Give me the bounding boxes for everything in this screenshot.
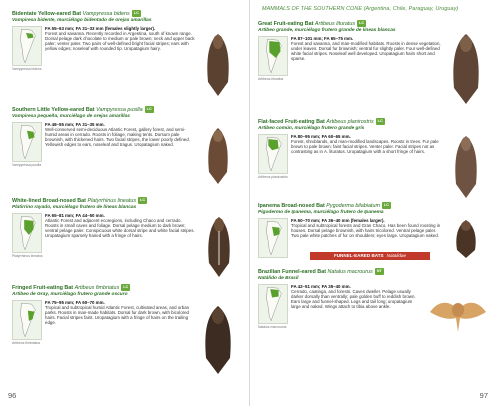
page-number-right: 97 — [479, 391, 488, 400]
spanish-name: Artibeo común, murciélago frutero grande gris — [258, 125, 365, 131]
map-caption: Artibeus lituratus — [258, 76, 284, 81]
species-text — [45, 300, 195, 326]
species-description: Tropical and subtropical forests and Gran Chaco. Has been found roosting in houses. Dorsal pelage brownish, with hairs tricolored. Ventral pelage paler. Two pale white patches of fur on shoulders; eyes large. Uropatagium naked. — [291, 222, 441, 239]
map-caption: Vampyressa bidens — [12, 66, 42, 71]
range-map — [258, 36, 288, 76]
measurements: FA 65–81 mm; FA 44–50 mm. — [45, 213, 195, 218]
species-text — [45, 26, 195, 52]
species-heading: Fringed Fruit-eating Bat Artibeus fimbriatus LC — [12, 285, 129, 291]
bat-photo — [448, 134, 484, 200]
bat-photo — [198, 304, 238, 376]
species-heading: Great Fruit-eating Bat Artibeus lituratus LC — [258, 21, 365, 27]
species-text — [291, 36, 441, 62]
species-text — [45, 122, 195, 148]
family-banner — [310, 252, 430, 260]
status-badge: LC — [146, 107, 152, 111]
measurements: FA 60–70 mm; FA 36–40 mm (females larger). — [291, 218, 441, 223]
measurements: FA 80–95 mm; FA 60–65 mm. — [291, 134, 441, 139]
species-text — [291, 218, 441, 239]
range-map — [258, 218, 288, 258]
spanish-name: Vampiresa pequeña, murciélago de orejas amarillas — [12, 113, 130, 119]
species-heading: Ipanema Broad-nosed Bat Pygoderma bilabiatum LC — [258, 203, 389, 209]
status-badge: LC — [377, 119, 383, 123]
bat-photo — [200, 32, 236, 98]
species-entry — [12, 106, 240, 196]
species-text — [45, 213, 195, 239]
species-heading: Brazilian Funnel-eared Bat Natalus macrourus NT — [258, 269, 382, 275]
bat-photo — [446, 32, 486, 106]
spanish-name: Pigodermo de Ipanema, murciélago frutero de Ipanema — [258, 209, 384, 215]
running-header: MAMMALS OF THE SOUTHERN CONE (Argentina, Chile, Paraguay, Uruguay) — [262, 6, 459, 12]
species-entry — [258, 118, 488, 203]
species-entry — [258, 202, 488, 250]
measurements: FA 48–55 mm; FA 31–35 mm. — [45, 122, 195, 127]
species-description: Forest and savanna. Recently recorded in Argentina, south of known range. Dorsal pelage dark chocolate to medium or pale brown; neck and upper back paler; venter paler. Two pairs of well-defined bright facial stripes; ears with yellow edges; noseleaf with rounded tip. Uropatagium hairy. — [45, 30, 195, 52]
species-entry — [258, 20, 488, 110]
status-badge: LC — [140, 198, 146, 202]
species-description: Atlantic Forest and adjacent ecoregions, including Chaco and cerrado. Roosts in small caves and foliage. Dorsal pelage medium to dark brown; ventral pelage paler. Conspicuous white dorsal stripe and white facial stripes. Uropatagium sparsely haired with a fringe of hairs. — [45, 217, 195, 239]
species-entry — [258, 268, 494, 383]
measurements: FA 75–95 mm; FA 60–70 mm. — [45, 300, 195, 305]
bat-photo — [450, 218, 482, 260]
bat-photo — [202, 126, 234, 186]
right-page — [250, 0, 500, 406]
measurements: FA 42–51 mm; FA 35–40 mm. — [291, 284, 423, 289]
species-entry — [12, 197, 240, 282]
status-badge: LC — [133, 11, 139, 15]
status-badge: NT — [376, 269, 382, 273]
species-entry — [12, 10, 240, 105]
range-map — [12, 300, 42, 340]
spanish-name: Platirrino rayado, murciélago frutero de líneas blancas — [12, 204, 137, 210]
range-map — [12, 213, 42, 253]
range-map — [258, 134, 288, 174]
spanish-name: Artibeo de Gray, murciélago frutero grande oscuro — [12, 291, 128, 297]
spanish-name: Artibeo grande, murciélago frutero grande de líneas blancas — [258, 27, 396, 33]
range-map — [12, 122, 42, 162]
species-heading: Flat-faced Fruit-eating Bat Artibeus planirostris LC — [258, 119, 383, 125]
map-caption: Platyrrhinus lineatus — [12, 253, 43, 258]
species-description: Forest and savanna, and man-modified habitats. Roosts in dense vegetation, under leaves. Dorsal fur brownish; ventral fur slightly paler. Four well-defined white facial stripes. Noseleaf well developed. Uropatagium hairs short and sparse. — [291, 40, 441, 62]
species-description: Forest, shrublands, and man-modified landscapes. Roosts in trees. Fur pale brown to pale brown; faint facial stripes. Venter paler. Facial stripes not as contrasting as in A. lituratus. Uropatagium with a short fringe of hairs. — [291, 138, 439, 155]
status-badge: LC — [359, 21, 365, 25]
measurements: FA 87–101 mm; FA 65–75 mm. — [291, 36, 441, 41]
species-text — [291, 134, 441, 155]
species-description: Tropical and subtropical humid Atlantic Forest, cultivated areas, and urban parks. Roosts in man-made habitats. Dorsal fur dark brown, with bicolored hairs. Facial stripes faint. Uropatagium with a fringe of hairs on the trailing edge. — [45, 304, 190, 326]
species-heading: Bidentate Yellow-eared Bat Vampyressa bidens LC — [12, 11, 139, 17]
species-heading: Southern Little Yellow-eared Bat Vampyressa pusilla LC — [12, 107, 152, 113]
map-caption: Artibeus planirostris — [258, 174, 288, 179]
measurements: FA 55–63 mm; FA 31–33 mm (females slightly larger). — [45, 26, 195, 31]
status-badge: LC — [383, 203, 389, 207]
species-heading: White-lined Broad-nosed Bat Platyrrhinus lineatus LC — [12, 198, 146, 204]
page-number-left: 96 — [8, 391, 17, 400]
map-caption: Artibeus fimbriatus — [12, 340, 41, 345]
species-text — [291, 284, 423, 310]
map-caption: Vampyressa pusilla — [12, 162, 42, 167]
species-description: Cerrado, caatinga, and forests. Caves dweller. Pelage usually darker dorsally than ventrally; pale golden buff to reddish brown. Ears large and funnel-shaped. Legs and tail long; uropatagium large and naked. Wings attach to tibia above ankle. — [291, 288, 416, 310]
bat-photo — [202, 215, 236, 279]
range-map — [12, 26, 42, 66]
bat-photo — [426, 292, 490, 336]
species-description: Well-conserved semi-deciduous Atlantic Forest, gallery forest, and semi-humid areas in cerrado. Roosts in foliage, making tents. Dorsum pale brownish, with thickened hairs. Two facial stripes, the lower poorly defined. Yellowish edges to ears, noseleaf and tragus. Uropatagium naked. — [45, 126, 190, 148]
family-subtitle: Natalidae — [386, 253, 407, 258]
status-badge: LC — [123, 285, 129, 289]
spanish-name: Natálido de Brasil — [258, 275, 299, 281]
map-caption: Natalus macrourus — [258, 324, 287, 329]
species-entry — [12, 284, 240, 384]
range-map — [258, 284, 288, 324]
spanish-name: Vampiresa bidente, murciélago bidentado de orejas amarillas — [12, 17, 152, 23]
family-title: FUNNEL-EARED BATS — [333, 253, 384, 258]
